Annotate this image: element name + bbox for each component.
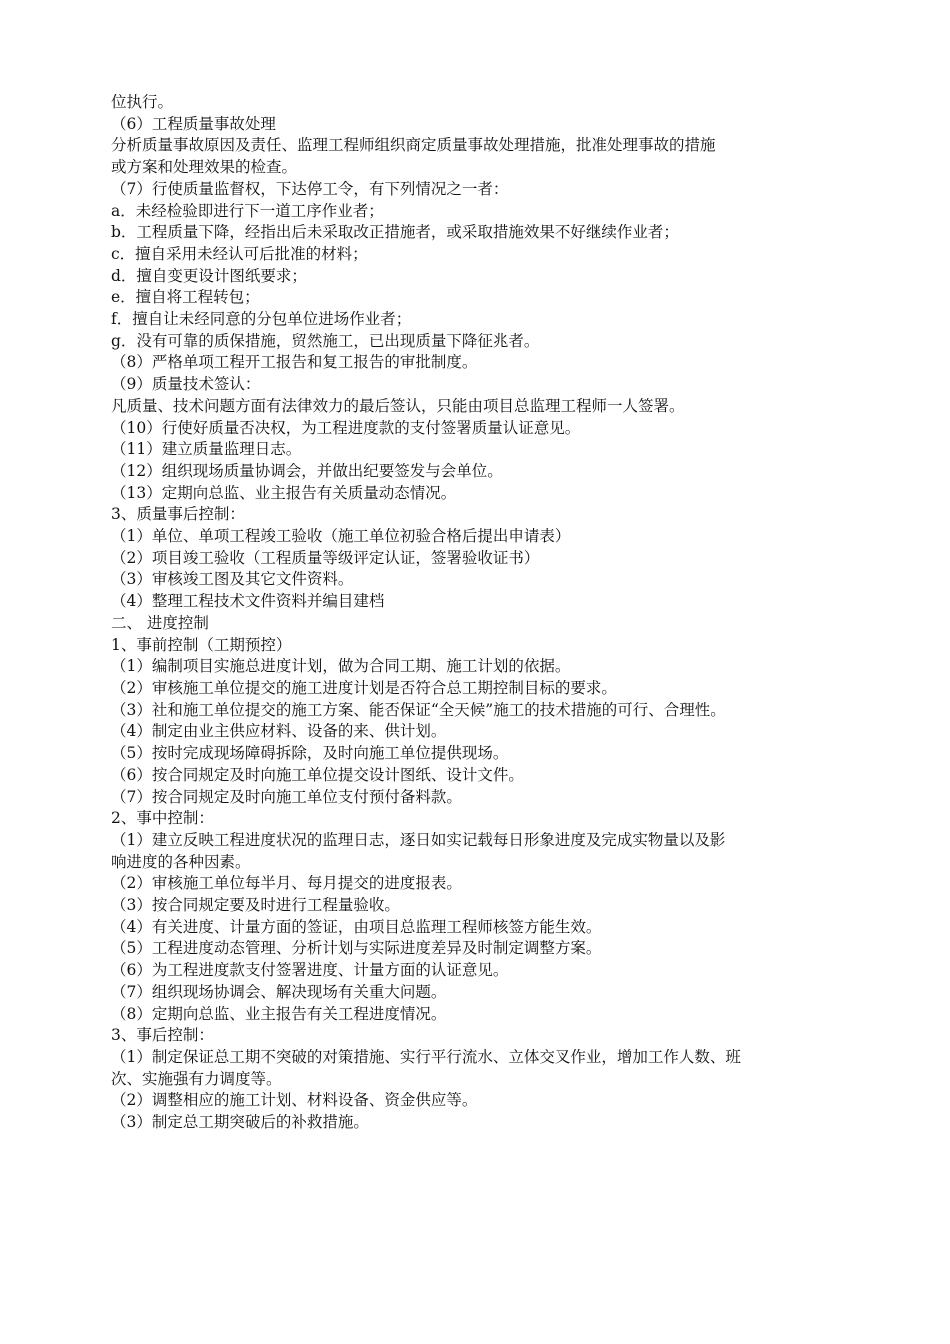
list-item: g．没有可靠的质保措施，贸然施工，已出现质量下降征兆者。 [111, 331, 540, 350]
list-item: c．擅自采用未经认可后批准的材料； [111, 244, 368, 263]
list-item: （6）为工程进度款支付签署进度、计量方面的认证意见。 [111, 961, 509, 980]
list-item: a．未经检验即进行下一道工序作业者； [111, 201, 384, 220]
list-item: （6）按合同规定及时向施工单位提交设计图纸、设计文件。 [111, 765, 524, 784]
list-item: （7）按合同规定及时向施工单位支付预付备料款。 [111, 787, 462, 806]
list-item: （8）定期向总监、业主报告有关工程进度情况。 [111, 1004, 447, 1023]
section-heading: （9）质量技术签认： [111, 375, 261, 394]
list-item: （5）按时完成现场障碍拆除，及时向施工单位提供现场。 [111, 744, 509, 763]
section-heading: （7）行使质量监督权，下达停工令，有下列情况之一者： [111, 179, 509, 198]
list-item: （3）审核竣工图及其它文件资料。 [111, 570, 354, 589]
list-item: f．擅自让未经同意的分包单位进场作业者； [111, 310, 412, 329]
list-item: e．擅自将工程转包； [111, 288, 260, 307]
text-line: 或方案和处理效果的检查。 [111, 158, 298, 177]
subsection-heading: 3、质量事后控制： [111, 505, 245, 524]
list-item: （3）社和施工单位提交的施工方案、能否保证“全天候”施工的技术措施的可行、合理性。 [111, 700, 726, 719]
list-item: （1）单位、单项工程竣工验收（施工单位初验合格后提出申请表） [111, 527, 571, 546]
list-item: （2）项目竣工验收（工程质量等级评定认证，签署验收证书） [111, 548, 540, 567]
text-line: 位执行。 [111, 93, 174, 111]
text-line: 响进度的各种因素。 [111, 852, 251, 871]
section-heading: （13）定期向总监、业主报告有关质量动态情况。 [111, 483, 457, 502]
list-item: （7）组织现场协调会、解决现场有关重大问题。 [111, 982, 447, 1001]
section-heading: （6）工程质量事故处理 [111, 114, 276, 133]
list-item: （4）整理工程技术文件资料并编目建档 [111, 592, 385, 611]
text-line: 凡质量、技术问题方面有法律效力的最后签认，只能由项目总监理工程师一人签署。 [111, 396, 685, 415]
list-item: b．工程质量下降，经指出后未采取改正措施者，或采取措施效果不好继续作业者； [111, 223, 679, 242]
section-heading: （11）建立质量监理日志。 [111, 440, 302, 459]
section-heading: （8）严格单项工程开工报告和复工报告的审批制度。 [111, 353, 478, 372]
chapter-heading: 二、 进度控制 [111, 613, 209, 632]
list-item: （3）制定总工期突破后的补救措施。 [111, 1113, 369, 1132]
list-item: （4）有关进度、计量方面的签证，由项目总监理工程师核签方能生效。 [111, 917, 602, 936]
list-item: （4）制定由业主供应材料、设备的来、供计划。 [111, 722, 447, 741]
section-heading: （10）行使好质量否决权，为工程进度款的支付签署质量认证意见。 [111, 418, 581, 437]
document-body [111, 92, 871, 1134]
subsection-heading: 2、事中控制： [111, 809, 214, 828]
list-item: （3）按合同规定要及时进行工程量验收。 [111, 896, 400, 915]
subsection-heading: 3、事后控制： [111, 1026, 214, 1045]
text-line: 分析质量事故原因及责任、监理工程师组织商定质量事故处理措施，批准处理事故的措施 [111, 136, 716, 155]
text-line: 次、实施强有力调度等。 [111, 1069, 282, 1088]
list-item: （2）调整相应的施工计划、材料设备、资金供应等。 [111, 1091, 478, 1110]
list-item: （1）建立反映工程进度状况的监理日志，逐日如实记载每日形象进度及完成实物量以及影 [111, 830, 726, 849]
list-item: （5）工程进度动态管理、分析计划与实际进度差异及时制定调整方案。 [111, 939, 602, 958]
list-item: （1）制定保证总工期不突破的对策措施、实行平行流水、立体交叉作业，增加工作人数、班 [111, 1047, 741, 1066]
list-item: （2）审核施工单位提交的施工进度计划是否符合总工期控制目标的要求。 [111, 678, 617, 697]
list-item: d．擅自变更设计图纸要求； [111, 266, 307, 285]
subsection-heading: 1、事前控制（工期预控） [111, 635, 292, 654]
section-heading: （12）组织现场质量协调会，并做出纪要签发与会单位。 [111, 461, 503, 480]
list-item: （1）编制项目实施总进度计划，做为合同工期、施工计划的依据。 [111, 657, 571, 676]
list-item: （2）审核施工单位每半月、每月提交的进度报表。 [111, 874, 462, 893]
